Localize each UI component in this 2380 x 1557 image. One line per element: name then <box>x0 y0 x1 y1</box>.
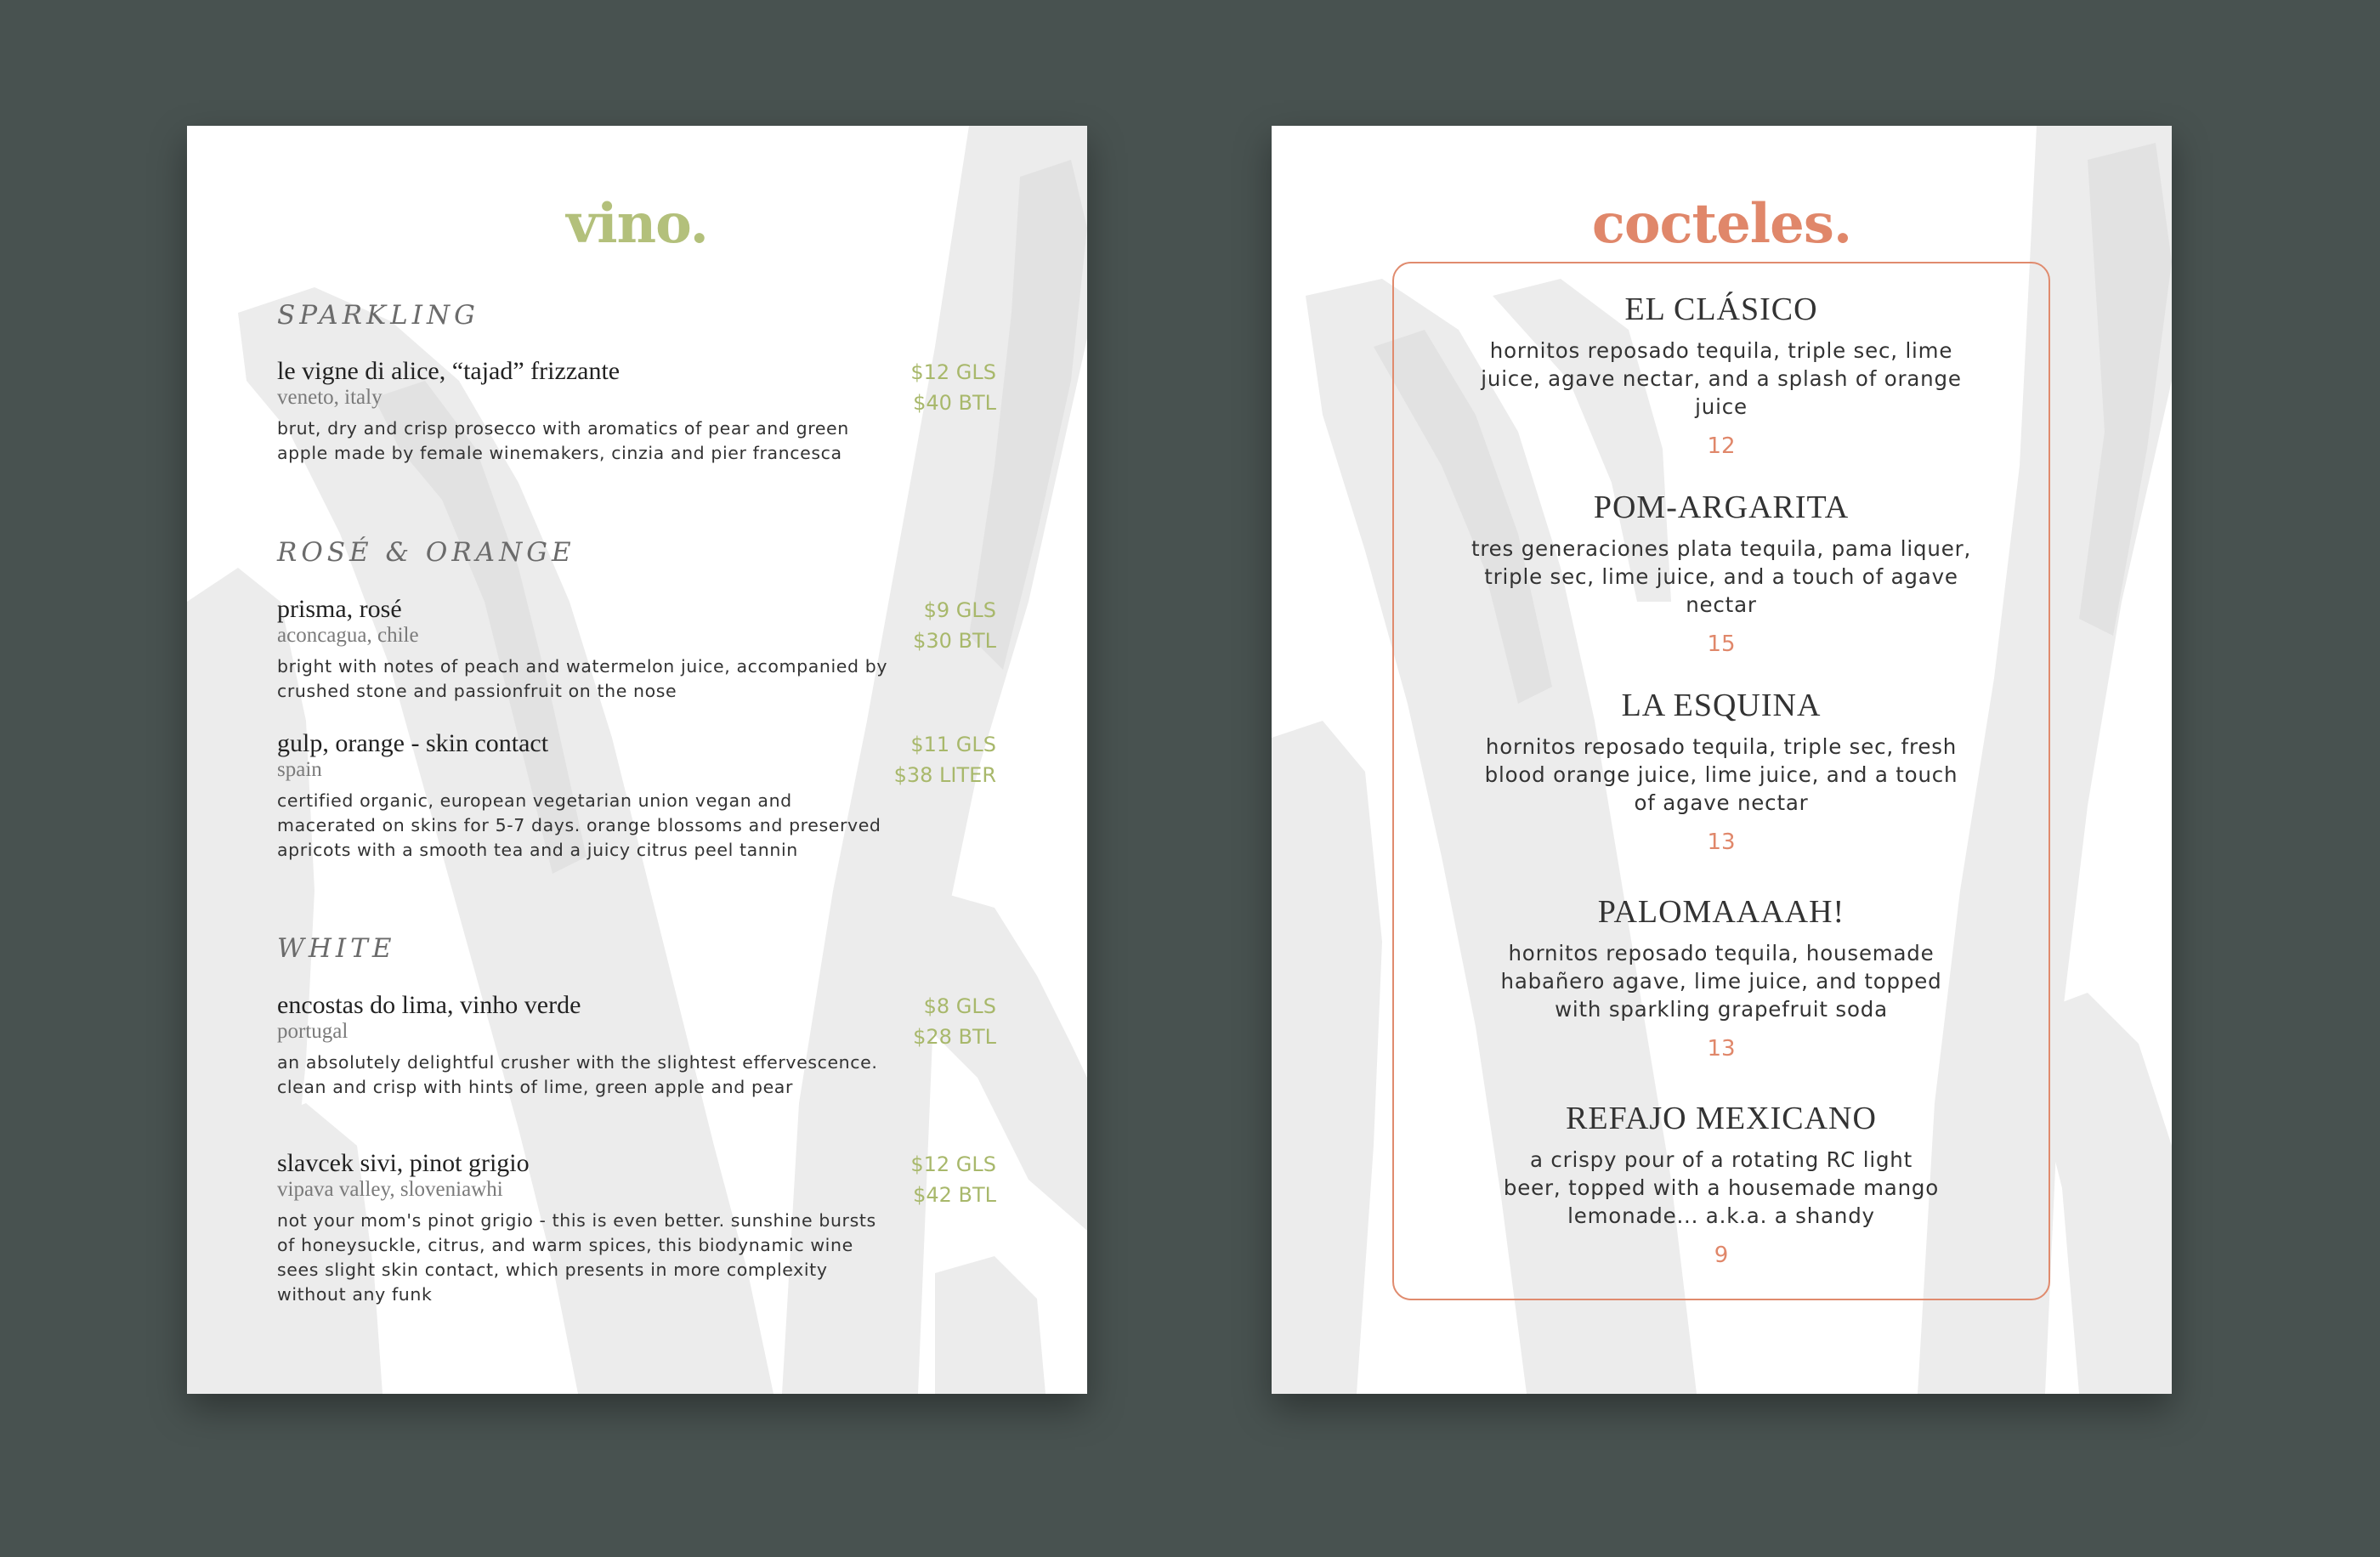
wine-price <box>894 729 996 790</box>
cocktail-name: REFAJO MEXICANO <box>1566 1101 1877 1136</box>
cocktail-price: 13 <box>1707 829 1736 855</box>
wine-price <box>910 1149 996 1210</box>
section-heading-rose-orange: ROSÉ & ORANGE <box>277 537 575 568</box>
cocktail-description: a crispy pour of a rotating RC light beer, topped with a housemade mango lemonade... a.k.a. a shandy <box>1503 1147 1940 1228</box>
price-bottle: $30 BTL <box>913 629 996 653</box>
wine-price <box>910 357 996 418</box>
price-glass: $9 GLS <box>923 598 996 622</box>
cocktail-item <box>1392 1100 2050 1269</box>
price-glass: $12 GLS <box>910 1152 996 1176</box>
wine-item <box>277 357 996 466</box>
cocktail-description: tres generaciones plata tequila, pama liquer, triple sec, lime juice, and a touch of agave nectar <box>1470 536 1972 617</box>
cocktail-item <box>1392 489 2050 658</box>
cocktail-description: hornitos reposado tequila, triple sec, fresh blood orange juice, lime juice, and a touch of agave nectar <box>1484 734 1958 815</box>
wine-origin: vipava valley, sloveniawhi <box>277 1178 503 1201</box>
wine-description: not your mom's pinot grigio - this is even better. sunshine bursts of honeysuckle, citrus, and warm spices, this biodynamic wine sees slight skin contact, which presents in more complexity without any funk <box>277 1210 876 1305</box>
wine-item <box>277 729 996 863</box>
wine-name: gulp, orange - skin contact <box>277 729 549 757</box>
cocktail-name: PALOMAAAAH! <box>1597 894 1845 930</box>
wine-origin: spain <box>277 758 322 781</box>
wine-name: encostas do lima, vinho verde <box>277 991 581 1019</box>
wine-item <box>277 595 996 704</box>
wine-origin: veneto, italy <box>277 386 382 409</box>
price-bottle: $40 BTL <box>913 391 996 415</box>
wine-name: slavcek sivi, pinot grigio <box>277 1149 530 1177</box>
cocktail-item <box>1392 687 2050 856</box>
cocktail-name: LA ESQUINA <box>1621 688 1822 723</box>
wine-name: prisma, rosé <box>277 595 402 623</box>
wine-price <box>913 595 996 656</box>
cocktail-description: hornitos reposado tequila, triple sec, lime juice, agave nectar, and a splash of orange juice <box>1481 338 1962 419</box>
price-bottle: $38 LITER <box>893 763 996 787</box>
section-heading-sparkling: SPARKLING <box>277 300 479 331</box>
price-glass: $8 GLS <box>923 994 996 1018</box>
cocktail-price: 9 <box>1714 1243 1729 1268</box>
wine-origin: aconcagua, chile <box>277 624 419 647</box>
wine-menu-title: vino. <box>566 192 708 256</box>
cocktail-price: 12 <box>1707 433 1736 459</box>
cocktail-price: 13 <box>1707 1036 1736 1062</box>
price-glass: $11 GLS <box>910 733 996 756</box>
wine-description: bright with notes of peach and watermelon juice, accompanied by crushed stone and passionfruit on the nose <box>277 656 888 701</box>
wine-item <box>277 991 996 1100</box>
cocktail-description: hornitos reposado tequila, housemade habañero agave, lime juice, and topped with sparkling grapefruit soda <box>1500 941 1942 1022</box>
wine-description: an absolutely delightful crusher with the slightest effervescence. clean and crisp with hints of lime, green apple and pear <box>277 1052 878 1097</box>
cocktail-name: EL CLÁSICO <box>1624 292 1818 327</box>
wine-name: le vigne di alice, “tajad” frizzante <box>277 357 620 385</box>
price-bottle: $42 BTL <box>913 1183 996 1207</box>
wine-item <box>277 1149 996 1307</box>
section-heading-white: WHITE <box>277 933 396 964</box>
price-bottle: $28 BTL <box>913 1025 996 1049</box>
wine-menu-page <box>187 126 1087 1394</box>
cocktail-item <box>1392 893 2050 1062</box>
wine-origin: portugal <box>277 1020 348 1043</box>
cocktail-name: POM-ARGARITA <box>1593 490 1850 525</box>
wine-description: certified organic, european vegetarian union vegan and macerated on skins for 5-7 days. orange blossoms and preserved apricots with a smooth tea and a juicy citrus peel tannin <box>277 790 881 860</box>
cocktail-menu-title: cocteles. <box>1591 192 1852 256</box>
cocktail-menu-page <box>1272 126 2172 1394</box>
wine-description: brut, dry and crisp prosecco with aromatics of pear and green apple made by female winemakers, cinzia and pier francesca <box>277 418 849 463</box>
cocktail-price: 15 <box>1707 631 1736 657</box>
price-glass: $12 GLS <box>910 360 996 384</box>
cocktail-item <box>1392 291 2050 460</box>
wine-price <box>913 991 996 1052</box>
